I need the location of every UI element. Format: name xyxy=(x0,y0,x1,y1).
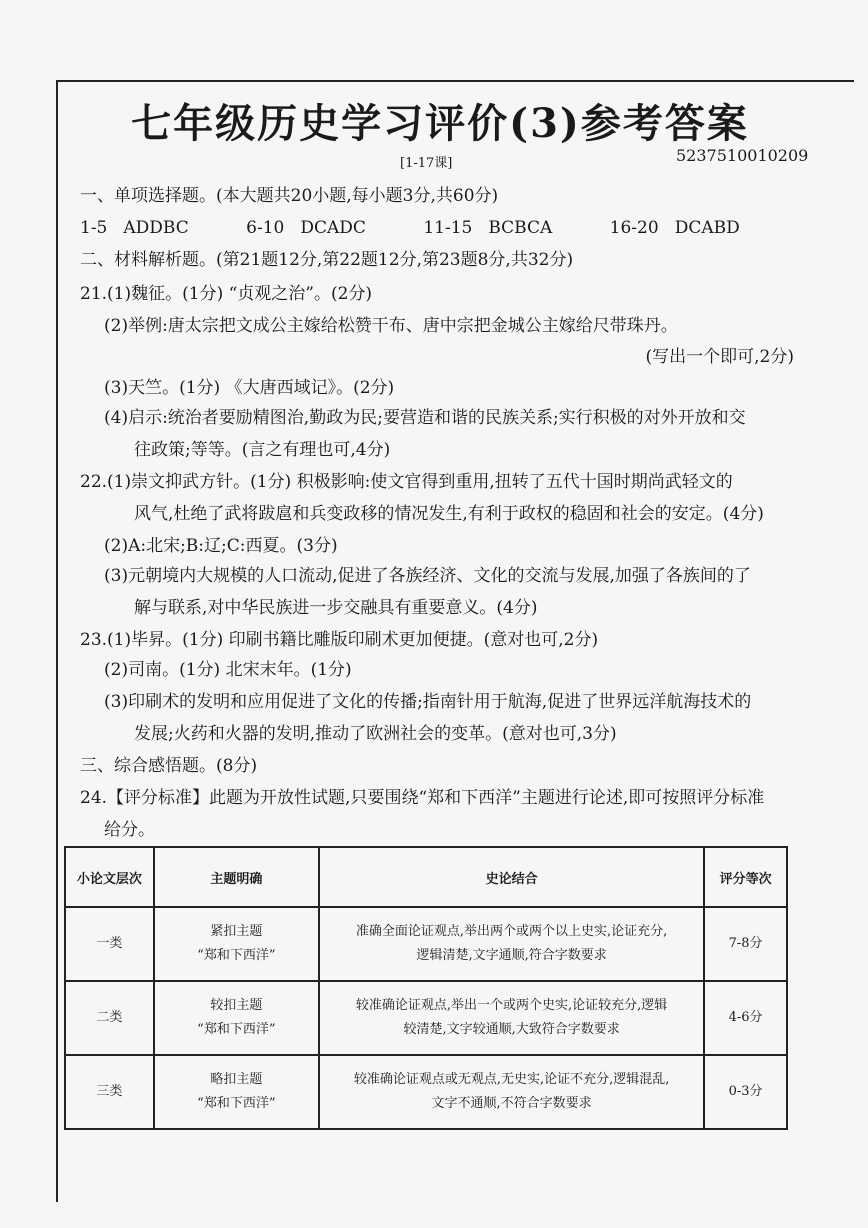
level-cell: 二类 xyxy=(65,981,154,1055)
answer-range: 16-20 xyxy=(609,218,659,238)
column-header: 史论结合 xyxy=(319,847,704,907)
description-text: 较准确论证观点,举出一个或两个史实,论证较充分,逻辑 xyxy=(355,998,668,1013)
description-cell xyxy=(319,907,704,981)
score-cell: 7-8分 xyxy=(704,907,787,981)
lesson-range: [1-17课] xyxy=(400,156,453,171)
choice-answers xyxy=(80,216,756,240)
theme-cell xyxy=(154,907,319,981)
answer-keys: ADDBC xyxy=(123,218,189,238)
q22-line-4a: (3)元朝境内大规模的人口流动,促进了各族经济、文化的交流与发展,加强了各族间的了 xyxy=(104,566,751,586)
section-1-heading: 一、单项选择题。(本大题共20小题,每小题3分,共60分) xyxy=(80,186,499,206)
answer-keys: DCABD xyxy=(674,218,740,238)
q21-line-3: (3)天竺。(1分) 《大唐西域记》。(2分) xyxy=(104,378,395,398)
column-header: 小论文层次 xyxy=(65,847,154,907)
answer-range: 6-10 xyxy=(246,218,285,238)
column-header: 评分等次 xyxy=(704,847,787,907)
description-text: 较清楚,文字较通顺,大致符合字数要求 xyxy=(403,1022,620,1037)
answer-keys: DCADC xyxy=(300,218,366,238)
q21-line-4a: (4)启示:统治者要励精图治,勤政为民;要营造和谐的民族关系;实行积极的对外开放和交 xyxy=(104,408,746,428)
description-text: 逻辑清楚,文字通顺,符合字数要求 xyxy=(416,948,607,963)
table-header-row xyxy=(65,847,787,907)
level-cell: 一类 xyxy=(65,907,154,981)
theme-text: 略扣主题 xyxy=(210,1072,263,1087)
page-title: 七年级历史学习评价(3)参考答案 xyxy=(131,100,749,147)
theme-topic: “郑和下西洋” xyxy=(197,948,276,963)
answer-range: 11-15 xyxy=(423,218,473,238)
answer-keys: BCBCA xyxy=(488,218,553,238)
q22-line-1: 22.(1)崇文抑武方针。(1分) 积极影响:使文官得到重用,扭转了五代十国时期尚武轻文的 xyxy=(80,472,733,492)
table-row xyxy=(65,907,787,981)
section-3-heading: 三、综合感悟题。(8分) xyxy=(80,756,258,776)
q24-line-2: 给分。 xyxy=(104,820,155,840)
description-text: 文字不通顺,不符合字数要求 xyxy=(431,1096,592,1111)
q23-line-3a: (3)印刷术的发明和应用促进了文化的传播;指南针用于航海,促进了世界远洋航海技术的 xyxy=(104,692,752,712)
answer-range: 1-5 xyxy=(80,218,108,238)
q21-line-1: 21.(1)魏征。(1分) “贞观之治”。(2分) xyxy=(80,284,373,304)
q24-line-1: 24.【评分标准】此题为开放性试题,只要围绕“郑和下西洋”主题进行论述,即可按照评分标准 xyxy=(80,788,765,808)
scoring-rubric-table xyxy=(64,846,788,1130)
description-cell xyxy=(319,981,704,1055)
table-row xyxy=(65,1055,787,1129)
description-cell xyxy=(319,1055,704,1129)
theme-cell xyxy=(154,1055,319,1129)
theme-text: 较扣主题 xyxy=(210,998,263,1013)
q23-line-1: 23.(1)毕昇。(1分) 印刷书籍比雕版印刷术更加便捷。(意对也可,2分) xyxy=(80,630,599,650)
level-cell: 三类 xyxy=(65,1055,154,1129)
section-2-heading: 二、材料解析题。(第21题12分,第22题12分,第23题8分,共32分) xyxy=(80,250,574,270)
theme-cell xyxy=(154,981,319,1055)
q21-line-4b: 往政策;等等。(言之有理也可,4分) xyxy=(134,440,391,460)
description-text: 较准确论证观点或无观点,无史实,论证不充分,逻辑混乱, xyxy=(353,1072,670,1087)
score-cell: 0-3分 xyxy=(704,1055,787,1129)
q22-line-2: 风气,杜绝了武将跋扈和兵变政移的情况发生,有利于政权的稳固和社会的安定。(4分) xyxy=(134,504,764,524)
description-text: 准确全面论证观点,举出两个或两个以上史实,论证充分, xyxy=(355,924,668,939)
q23-line-3b: 发展;火药和火器的发明,推动了欧洲社会的变革。(意对也可,3分) xyxy=(134,724,617,744)
table-row xyxy=(65,981,787,1055)
q21-note: (写出一个即可,2分) xyxy=(645,347,794,367)
theme-text: 紧扣主题 xyxy=(210,924,263,939)
q23-line-2: (2)司南。(1分) 北宋末年。(1分) xyxy=(104,660,352,680)
score-cell: 4-6分 xyxy=(704,981,787,1055)
document-code: 5237510010209 xyxy=(676,146,809,165)
q22-line-3: (2)A:北宋;B:辽;C:西夏。(3分) xyxy=(104,536,338,556)
theme-topic: “郑和下西洋” xyxy=(197,1022,276,1037)
q22-line-4b: 解与联系,对中华民族进一步交融具有重要意义。(4分) xyxy=(134,598,538,618)
theme-topic: “郑和下西洋” xyxy=(197,1096,276,1111)
column-header: 主题明确 xyxy=(154,847,319,907)
q21-line-2: (2)举例:唐太宗把文成公主嫁给松赞干布、唐中宗把金城公主嫁给尺带珠丹。 xyxy=(104,316,678,336)
